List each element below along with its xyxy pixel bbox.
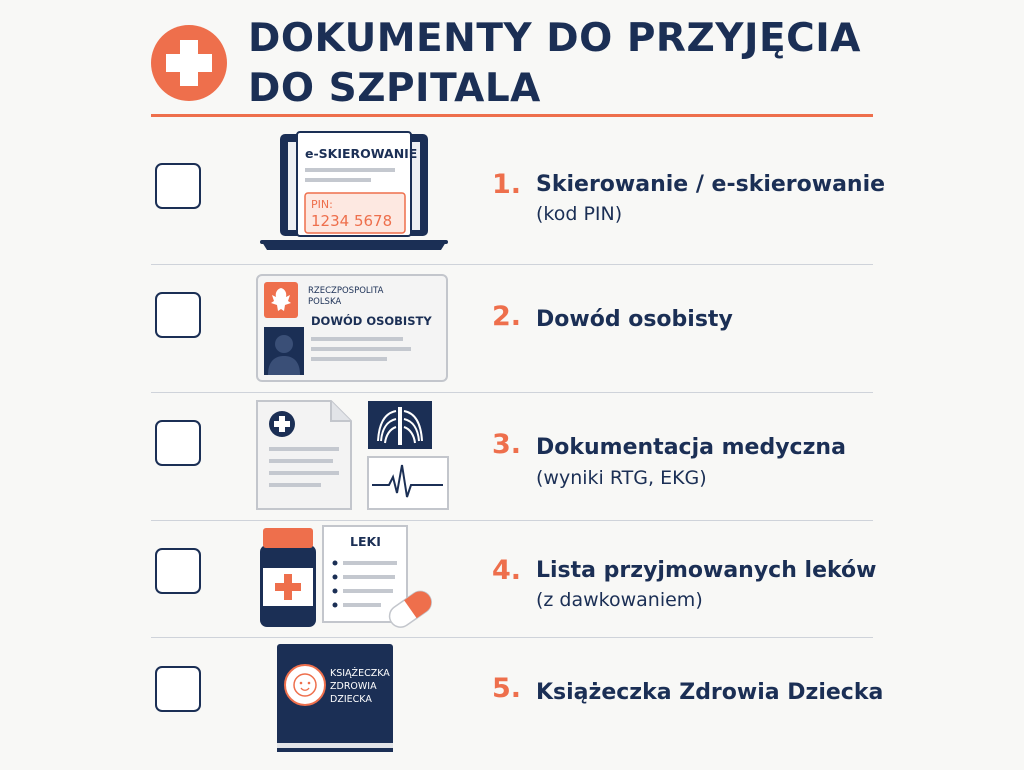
item-sublabel: (kod PIN) [536, 203, 623, 225]
pin-value: 1234 5678 [311, 212, 393, 230]
item-number: 1. [492, 169, 522, 200]
header-divider [151, 114, 873, 117]
health-booklet-icon [251, 638, 491, 766]
page-title-line-1: DOKUMENTY DO PRZYJĘCIA [248, 16, 861, 61]
booklet-title-line-2: ZDROWIA [330, 681, 377, 692]
item-label: Dokumentacja medyczna [536, 435, 846, 460]
xray-icon [368, 401, 432, 449]
item-label: Skierowanie / e-skierowanie [536, 172, 886, 197]
ekg-icon [368, 457, 448, 509]
item-number: 5. [492, 673, 522, 704]
booklet-title-line-1: KSIĄŻECZKA [330, 668, 390, 679]
laptop-icon [251, 122, 491, 250]
page-header [0, 0, 1024, 120]
checklist-item-medical-records [151, 393, 873, 521]
checkbox-medical-records[interactable] [155, 420, 201, 466]
checklist-item-id-card [151, 265, 873, 393]
checkbox-id-card[interactable] [155, 292, 201, 338]
checklist-item-referral [151, 122, 886, 250]
item-label: Dowód osobisty [536, 307, 733, 332]
checklist-item-child-health-booklet [151, 638, 884, 766]
medication-list-title: LEKI [350, 534, 381, 549]
medical-records-illustration [251, 393, 491, 521]
item-number: 4. [492, 555, 522, 586]
item-sublabel: (z dawkowaniem) [536, 589, 703, 611]
medical-cross-icon [151, 25, 227, 101]
item-label: Książeczka Zdrowia Dziecka [536, 680, 884, 705]
card-country-line-1: RZECZPOSPOLITA [308, 286, 384, 296]
checkbox-medications[interactable] [155, 548, 201, 594]
item-number: 3. [492, 429, 522, 460]
item-label: Lista przyjmowanych leków [536, 558, 877, 583]
medical-document-icon [257, 401, 351, 509]
page-title [248, 14, 868, 114]
checkbox-child-health-booklet[interactable] [155, 666, 201, 712]
card-country-line-2: POLSKA [308, 297, 342, 307]
pin-label: PIN: [311, 198, 333, 211]
medications-illustration [251, 521, 491, 649]
id-card-icon [251, 265, 491, 393]
page-title-line-2: DO SZPITALA [248, 66, 541, 111]
screen-title: e-SKIEROWANIE [305, 146, 418, 161]
pill-bottle-icon [260, 528, 316, 627]
card-title: DOWÓD OSOBISTY [311, 314, 432, 328]
item-sublabel: (wyniki RTG, EKG) [536, 467, 707, 489]
booklet-title-line-3: DZIECKA [330, 694, 372, 705]
checkbox-referral[interactable] [155, 163, 201, 209]
checklist-item-medications [151, 521, 877, 649]
item-number: 2. [492, 301, 522, 332]
